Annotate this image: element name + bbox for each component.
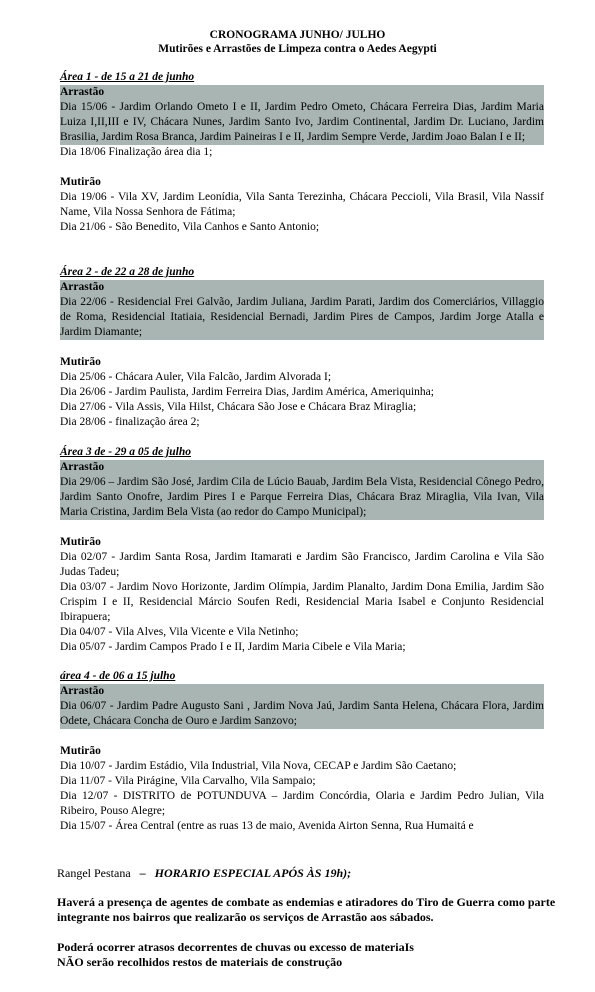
area-1-mutirao-line: Dia 19/06 - Vila XV, Jardim Leonídia, Vila Santa Terezinha, Chácara Peccioli, Vila Brasil, Vila Nassif Name, Vila Nossa Senhora de Fátima; — [60, 191, 544, 218]
area-3-arrastao-box — [60, 460, 544, 520]
area-4-title: área 4 - de 06 a 15 julho — [60, 670, 176, 682]
area-3-mutirao-line: Dia 04/07 - Vila Alves, Vila Vicente e Vila Netinho; — [60, 626, 299, 638]
area-1-section — [60, 70, 544, 235]
area-4-section — [60, 669, 544, 834]
area-1-arrastao-label: Arrastão — [60, 86, 105, 98]
area-1-arrastao-box — [60, 85, 544, 145]
area-2-section — [60, 265, 544, 430]
area-2-mutirao-line: Dia 25/06 - Chácara Auler, Vila Falcão, Jardim Alvorada I; — [60, 371, 332, 383]
area-4-mutirao-line: Dia 10/07 - Jardim Estádio, Vila Industrial, Vila Nova, CECAP e Jardim São Caetano; — [60, 760, 457, 772]
area-4-mutirao-line: Dia 11/07 - Vila Pirágine, Vila Carvalho, Vila Sampaio; — [60, 775, 316, 787]
area-3-title: Área 3 de - 29 a 05 de julho — [60, 446, 191, 458]
area-1-arrastao-text: Dia 15/06 - Jardim Orlando Ometo I e II, Jardim Pedro Ometo, Chácara Ferreira Dias, Jardim Maria Luiza I,II,III e IV, Chácara Nunes, Jardim Santo Ivo, Jardim Continental, Jardim Dr. Luciano, Jardim Brasilia, Jardim Rosa Branca, Jardim Paineiras I e II, Jardim Sempre Verde, Jardim Joao Balan I e II; — [60, 101, 544, 143]
area-2-mutirao-line: Dia 28/06 - finalização área 2; — [60, 416, 200, 428]
horario-especial: HORARIO ESPECIAL APÓS ÀS 19h); — [154, 866, 352, 880]
area-2-arrastao-label: Arrastão — [60, 281, 105, 293]
area-1-mutirao-label: Mutirão — [60, 176, 101, 188]
area-3-mutirao-line: Dia 05/07 - Jardim Campos Prado I e II, Jardim Maria Cibele e Vila Maria; — [60, 641, 406, 653]
area-1-title: Área 1 - de 15 a 21 de junho — [60, 71, 195, 83]
area-4-arrastao-label: Arrastão — [60, 685, 105, 697]
area-3-arrastao-label: Arrastão — [60, 461, 105, 473]
area-1-mutirao-line: Dia 21/06 - São Benedito, Vila Canhos e Santo Antonio; — [60, 221, 320, 233]
area-4-mutirao-line: Dia 15/07 - Área Central (entre as ruas 13 de maio, Avenida Airton Senna, Rua Humaitá e — [60, 820, 474, 832]
area-3-mutirao-line: Dia 03/07 - Jardim Novo Horizonte, Jardim Olímpia, Jardim Planalto, Jardim Dona Emilia, Jardim São Crispim I e II, Residencial Márcio Soufen Redi, Residencial Maria Isabel e Conjunto Residencial Ibirapuera; — [60, 581, 544, 623]
area-3-mutirao-label: Mutirão — [60, 536, 101, 548]
area-2-arrastao-box — [60, 280, 544, 340]
notice-agents: Haverá a presença de agentes de combate as endemias e atiradores do Tiro de Guerra como parte integrante nos bairros que realizarão os serviços de Arrastão aos sábados. — [57, 895, 556, 924]
area-1-finalizacao: Dia 18/06 Finalização área dia 1; — [60, 146, 213, 158]
document-subtitle: Mutirões e Arrastões de Limpeza contra o Aedes Aegypti — [158, 43, 437, 55]
rangel-dash: – — [139, 866, 146, 880]
rangel-line — [57, 866, 557, 881]
area-3-arrastao-text: Dia 29/06 – Jardim São José, Jardim Cila de Lúcio Bauab, Jardim Bela Vista, Residencial Cônego Pedro, Jardim Santo Onofre, Jardim Pires I e Parque Ferreira Dias, Chácara Braz Miraglia, Vila Ivan, Vila Maria Cristina, Jardim Bela Vista (ao redor do Campo Municipal); — [60, 476, 544, 518]
area-2-arrastao-text: Dia 22/06 - Residencial Frei Galvão, Jardim Juliana, Jardim Parati, Jardim dos Comerciários, Villaggio de Roma, Residencial Itatiaia, Residencial Bernadi, Jardim Pires de Campos, Jardim Jorge Atalla e Jardim Diamante; — [60, 296, 544, 338]
area-4-arrastao-box — [60, 684, 544, 729]
area-2-mutirao-label: Mutirão — [60, 356, 101, 368]
area-4-arrastao-text: Dia 06/07 - Jardim Padre Augusto Sani , Jardim Nova Jaú, Jardim Santa Helena, Chácara Flora, Jardim Odete, Chácara Concha de Ouro e Jardim Sanzovo; — [60, 700, 544, 727]
rangel-label: Rangel Pestana — [57, 866, 131, 880]
area-4-mutirao-line: Dia 12/07 - DISTRITO de POTUNDUVA – Jardim Concórdia, Olaria e Jardim Pedro Julian, Vila Ribeiro, Pouso Alegre; — [60, 790, 544, 817]
area-2-title: Área 2 - de 22 a 28 de junho — [60, 266, 195, 278]
area-2-mutirao-line: Dia 27/06 - Vila Assis, Vila Hilst, Chácara São Jose e Chácara Braz Miraglia; — [60, 401, 417, 413]
document-title: CRONOGRAMA JUNHO/ JULHO — [209, 29, 386, 41]
area-3-section — [60, 445, 544, 655]
area-4-mutirao-label: Mutirão — [60, 745, 101, 757]
notice-delays: Poderá ocorrer atrasos decorrentes de chuvas ou excesso de materiaIs — [57, 940, 414, 954]
area-3-mutirao-line: Dia 02/07 - Jardim Santa Rosa, Jardim Itamarati e Jardim São Francisco, Jardim Carolina e Vila São Judas Tadeu; — [60, 551, 544, 578]
area-2-mutirao-line: Dia 26/06 - Jardim Paulista, Jardim Ferreira Dias, Jardim América, Ameriquinha; — [60, 386, 434, 398]
notice-construction: NÃO serão recolhidos restos de materiais de construção — [57, 955, 343, 969]
